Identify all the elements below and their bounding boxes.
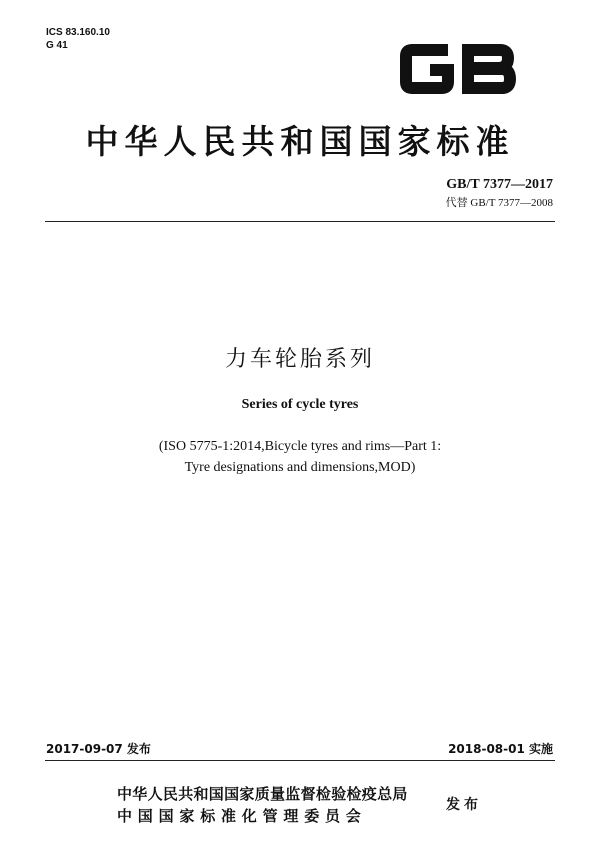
document-title-cn: 力车轮胎系列 <box>224 347 375 372</box>
national-standard-title: 中华人民共和国国家标准 <box>85 122 515 161</box>
footer-divider <box>45 760 555 761</box>
standard-number: GB/T 7377—2017 <box>446 177 553 192</box>
document-title-en: Series of cycle tyres <box>241 397 359 412</box>
issue-date: 2017-09-07 发布 <box>46 742 151 756</box>
ccs-code: G 41 <box>46 40 68 51</box>
replaces-standard: 代替 GB/T 7377—2008 <box>445 197 553 209</box>
issuer-aqsiq: 中华人民共和国国家质量监督检验检疫总局 <box>117 785 408 803</box>
classification-codes <box>46 26 110 52</box>
publish-label: 发布 <box>446 797 482 813</box>
iso-reference-line-1: (ISO 5775-1:2014,Bicycle tyres and rims—Part 1: <box>158 439 442 454</box>
iso-reference-line-2: Tyre designations and dimensions,MOD) <box>184 460 416 475</box>
issuer-sac: 中国国家标准化管理委员会 <box>117 807 367 825</box>
ics-code: ICS 83.160.10 <box>46 27 110 38</box>
header-divider <box>45 221 555 222</box>
gb-logo <box>398 40 518 98</box>
implementation-date: 2018-08-01 实施 <box>448 742 553 756</box>
